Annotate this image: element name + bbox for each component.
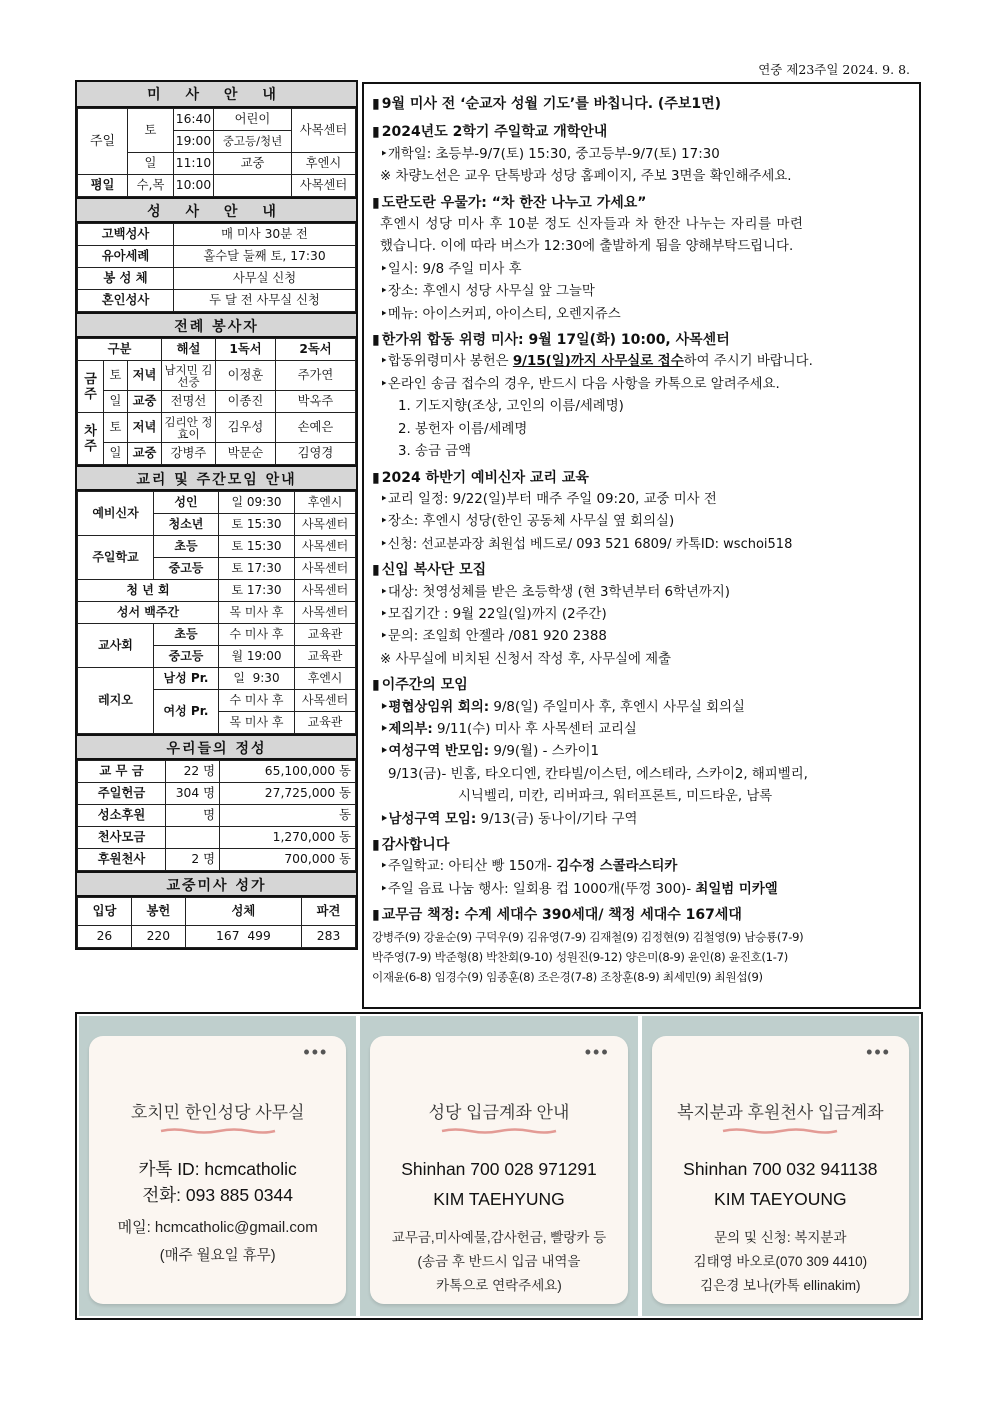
info-cards	[75, 1012, 923, 1320]
notice-line	[372, 856, 911, 878]
notice-line: ‣일시: 9/8 주일 미사 후	[380, 261, 522, 277]
notice-label: ‣여성구역 반모임:	[380, 744, 490, 760]
catechesis-when: 토 17:30	[219, 558, 295, 580]
group-bible: 성서 백주간	[78, 602, 219, 624]
catechesis-where: 교육관	[295, 646, 356, 668]
group-sunday-school: 주일학교	[78, 536, 154, 580]
welfare-card	[652, 1036, 909, 1304]
catechesis-sub: 중고등	[154, 558, 219, 580]
catechesis-where: 사목센터	[295, 558, 356, 580]
server-day: 일	[104, 391, 128, 413]
catechesis-when: 수 미사 후	[219, 624, 295, 646]
notice-text: 9/9(월) - 스카이1	[489, 744, 599, 760]
offering-count	[166, 827, 220, 849]
server-commentator: 김리안 정효이	[162, 413, 216, 443]
notice-title: ▮ 도란도란 우물가: “차 한잔 나누고 가세요”	[372, 192, 911, 214]
server-reader2: 주가연	[276, 361, 356, 391]
servers-header: 1독서	[216, 339, 276, 361]
card-line: Shinhan 700 032 941138	[683, 1159, 878, 1179]
mass-who: 교중	[214, 153, 292, 175]
catechesis-when: 목 미사 후	[219, 602, 295, 624]
mass-place: 후엔시	[292, 153, 356, 175]
attendance-value: 26	[78, 926, 132, 948]
card-line: (매주 월요일 휴무)	[159, 1248, 276, 1264]
sacrament-value: 매 미사 30분 전	[174, 224, 356, 246]
server-day: 일	[104, 443, 128, 465]
server-commentator: 남지민 김선중	[162, 361, 216, 391]
date-line: 연중 제23주일 2024. 9. 8.	[758, 62, 910, 77]
catechesis-when: 일 9:30	[219, 668, 295, 690]
more-icon: •••	[866, 1042, 891, 1062]
sacrament-value: 두 달 전 사무실 신청	[174, 290, 356, 312]
sacrament-name: 봉 성 체	[78, 268, 174, 290]
catechesis-when: 토 15:30	[219, 536, 295, 558]
servers-header: 구분	[78, 339, 162, 361]
attendance-title: 교중미사 성가	[77, 871, 356, 897]
card-panel-welfare	[642, 1016, 919, 1316]
catechesis-when: 토 17:30	[219, 580, 295, 602]
catechesis-title: 교리 및 주간모임 안내	[77, 465, 356, 491]
notice-title: ▮ 2024년도 2학기 주일학교 개학안내	[372, 121, 911, 143]
catechesis-where: 후엔시	[295, 668, 356, 690]
mass-time: 19:00	[174, 131, 214, 153]
sacrament-name: 고백성사	[78, 224, 174, 246]
offering-name: 주일헌금	[78, 783, 166, 805]
catechesis-table	[77, 491, 356, 734]
account-card	[370, 1036, 627, 1304]
card-title: 호치민 한인성당 사무실	[130, 1103, 305, 1122]
offering-amount: 65,100,000 동	[220, 761, 356, 783]
card-line: KIM TAEYOUNG	[714, 1189, 847, 1209]
card-line: 교무금,미사예물,감사헌금, 빨랑카 등	[391, 1230, 607, 1245]
group-catechumen: 예비신자	[78, 492, 154, 536]
card-line: 김은경 보나(카톡 ellinakim)	[700, 1278, 861, 1293]
card-line: (송금 후 반드시 입금 내역을	[417, 1254, 581, 1269]
notice-text: 9/11(수) 미사 후 사목센터 교리실	[432, 721, 637, 737]
offering-amount: 동	[220, 805, 356, 827]
card-panel-account	[360, 1016, 637, 1316]
offering-count: 304 명	[166, 783, 220, 805]
notice-line: ‣모집기간 : 9월 22일(일)까지 (2주간)	[380, 606, 607, 622]
notice-emph: 최일범 미카엘	[695, 881, 778, 897]
notice-line: 9/13(금)- 빈홈, 타오디엔, 칸타빌/이스턴, 에스테라, 스카이2, 해피벨리,	[388, 766, 808, 782]
notice-text: 9/13(금) 동나이/기타 구역	[476, 811, 638, 827]
notice-line: ‣문의: 조일희 안젤라 /081 920 2388	[380, 629, 607, 645]
offering-table	[77, 760, 356, 871]
notice-title: ▮ 9월 미사 전 ‘순교자 성월 기도’를 바칩니다. (주보1면)	[372, 93, 911, 115]
notice-line: ‣장소: 후엔시 성당 사무실 앞 그늘막	[380, 284, 595, 300]
notice-line: 후엔시 성당 미사 후 10분 정도 신자들과 차 한잔 나누는 자리를 마련	[380, 217, 804, 233]
catechesis-sub: 중고등	[154, 646, 219, 668]
mass-time: 11:10	[174, 153, 214, 175]
server-reader2: 박옥주	[276, 391, 356, 413]
servers-table	[77, 338, 356, 465]
attendance-value: 283	[302, 926, 356, 948]
offering-name: 후원천사	[78, 849, 166, 871]
card-line: 카톡으로 연락주세요)	[436, 1278, 562, 1293]
group-youth: 청 년 회	[78, 580, 219, 602]
catechesis-where: 후엔시	[295, 492, 356, 514]
offering-name: 천사모금	[78, 827, 166, 849]
notice-line	[372, 697, 911, 719]
offering-name: 교 무 금	[78, 761, 166, 783]
catechesis-sub: 청소년	[154, 514, 219, 536]
notice-line: ‣신청: 선교분과장 최원섭 베드로/ 093 521 6809/ 카톡ID: wschoi518	[380, 536, 793, 552]
sacrament-title: 성 사 안 내	[77, 197, 356, 223]
notice-line: ※ 사무실에 비치된 신청서 작성 후, 사무실에 제출	[380, 651, 672, 667]
offering-count: 2 명	[166, 849, 220, 871]
notice-line: ‣온라인 송금 접수의 경우, 반드시 다음 사항을 카톡으로 알려주세요.	[380, 376, 780, 392]
sacrament-table	[77, 223, 356, 312]
left-tables	[75, 80, 358, 950]
server-day: 토	[104, 413, 128, 443]
server-reader2: 손예은	[276, 413, 356, 443]
server-commentator: 전명선	[162, 391, 216, 413]
server-reader1: 이종진	[216, 391, 276, 413]
notice-line: 시닉벨리, 미칸, 리버파크, 워터프론트, 미드타운, 남록	[458, 789, 773, 805]
card-line: 문의 및 신청: 복지분과	[714, 1230, 847, 1245]
catechesis-when: 수 미사 후	[219, 690, 295, 712]
server-type: 저녁	[128, 361, 162, 391]
server-reader1: 이정훈	[216, 361, 276, 391]
catechesis-where: 사목센터	[295, 514, 356, 536]
group-teachers: 교사회	[78, 624, 154, 668]
week-next: 차주	[78, 413, 104, 465]
card-line: Shinhan 700 028 971291	[401, 1159, 597, 1179]
weekday-label: 평일	[78, 175, 128, 197]
offering-amount: 1,270,000 동	[220, 827, 356, 849]
notice-line	[372, 809, 911, 831]
notice-title: ▮ 한가위 합동 위령 미사: 9월 17일(화) 10:00, 사목센터	[372, 329, 911, 351]
catechesis-where: 사목센터	[295, 602, 356, 624]
catechesis-sub: 남성 Pr.	[154, 668, 219, 690]
card-line: 김태영 바오로(070 309 4410)	[693, 1254, 868, 1269]
mass-who	[214, 175, 292, 197]
notice-line	[372, 741, 911, 763]
mass-time: 16:40	[174, 109, 214, 131]
sacrament-value: 홀수달 둘째 토, 17:30	[174, 246, 356, 268]
server-reader1: 김우성	[216, 413, 276, 443]
notice-line	[372, 719, 911, 741]
offering-name: 성소후원	[78, 805, 166, 827]
notice-text: ‣주일 음료 나눔 행사: 일회용 컵 1000개(뚜껑 300)-	[380, 881, 696, 897]
catechesis-sub: 성인	[154, 492, 219, 514]
sacrament-name: 혼인성사	[78, 290, 174, 312]
catechesis-when: 토 15:30	[219, 514, 295, 536]
card-panel-office	[79, 1016, 356, 1316]
attendance-value: 167 499	[185, 926, 301, 948]
card-title: 복지분과 후원천사 입금계좌	[677, 1103, 884, 1122]
sacrament-name: 유아세례	[78, 246, 174, 268]
pledge-line: 이재윤(6-8) 임경수(9) 임종훈(8) 조은경(7-8) 조창훈(8-9) 최세민(9) 최원섭(9)	[372, 969, 763, 984]
server-type: 저녁	[128, 413, 162, 443]
offering-amount: 700,000 동	[220, 849, 356, 871]
attendance-header: 성체	[185, 898, 301, 926]
notice-line: 했습니다. 이에 따라 버스가 12:30에 출발하게 됨을 양해부탁드립니다.	[380, 239, 794, 255]
notice-line: 1. 기도지향(조상, 고인의 이름/세례명)	[398, 399, 624, 415]
attendance-header: 파견	[302, 898, 356, 926]
notice-label: ‣제의부:	[380, 721, 433, 737]
catechesis-where: 교육관	[295, 712, 356, 734]
catechesis-when: 목 미사 후	[219, 712, 295, 734]
servers-header: 해설	[162, 339, 216, 361]
week-this: 금주	[78, 361, 104, 413]
notice-line: ‣대상: 첫영성체를 받은 초등학생 (현 3학년부터 6학년까지)	[380, 584, 731, 600]
server-type: 교중	[128, 391, 162, 413]
catechesis-when: 월 19:00	[219, 646, 295, 668]
notice-label: ‣남성구역 모임:	[380, 811, 477, 827]
server-reader2: 김영경	[276, 443, 356, 465]
notice-text: ‣합동위령미사 봉헌은	[380, 354, 513, 370]
notice-title: ▮ 교무금 책정: 수계 세대수 390세대/ 책정 세대수 167세대	[372, 904, 911, 926]
left-column	[75, 80, 358, 950]
card-line: KIM TAEHYUNG	[433, 1189, 565, 1209]
notice-title: ▮ 감사합니다	[372, 834, 911, 856]
servers-header: 2독서	[276, 339, 356, 361]
attendance-header: 입당	[78, 898, 132, 926]
mass-place: 사목센터	[292, 109, 356, 153]
mass-title: 미 사 안 내	[77, 82, 356, 108]
notice-line: 2. 봉헌자 이름/세례명	[398, 421, 528, 437]
catechesis-sub: 초등	[154, 624, 219, 646]
offering-count: 22 명	[166, 761, 220, 783]
notice-title: ▮ 2024 하반기 예비신자 교리 교육	[372, 467, 911, 489]
catechesis-where: 사목센터	[295, 536, 356, 558]
card-line: 메일: hcmcatholic@gmail.com	[117, 1219, 318, 1236]
notice-line: ‣개학일: 초등부-9/7(토) 15:30, 중고등부-9/7(토) 17:30	[380, 146, 720, 162]
mass-table	[77, 108, 356, 197]
server-type: 교중	[128, 443, 162, 465]
server-reader1: 박문순	[216, 443, 276, 465]
catechesis-sub: 여성 Pr.	[154, 690, 219, 734]
notice-text: 하여 주시기 바랍니다.	[683, 354, 813, 370]
server-commentator: 강병주	[162, 443, 216, 465]
servers-title: 전례 봉사자	[77, 312, 356, 338]
sun-label: 일	[128, 153, 174, 175]
card-title: 성당 입금계좌 안내	[428, 1103, 570, 1122]
notice-text: ‣주일학교: 아티산 빵 150개-	[380, 859, 557, 875]
server-day: 토	[104, 361, 128, 391]
group-legio: 레지오	[78, 668, 154, 734]
notice-text: 9/8(일) 주일미사 후, 후엔시 사무실 회의실	[489, 699, 745, 715]
offering-count: 명	[166, 805, 220, 827]
more-icon: •••	[584, 1042, 610, 1062]
offering-amount: 27,725,000 동	[220, 783, 356, 805]
card-line: 전화: 093 885 0344	[142, 1185, 293, 1205]
mass-time: 10:00	[174, 175, 214, 197]
notice-label: ‣평협상임위 회의:	[380, 699, 490, 715]
offering-title: 우리들의 정성	[77, 734, 356, 760]
pledge-line: 강병주(9) 강윤순(9) 구덕우(9) 김유영(7-9) 김재철(9) 김정현(9) 김철영(9) 남승룡(7-9)	[372, 929, 804, 944]
catechesis-sub: 초등	[154, 536, 219, 558]
notice-line	[372, 879, 911, 901]
mass-place: 사목센터	[292, 175, 356, 197]
catechesis-where: 교육관	[295, 624, 356, 646]
notice-line: ※ 차량노선은 교우 단톡방과 성당 홈페이지, 주보 3면을 확인해주세요.	[380, 169, 792, 185]
pledge-line: 박주영(7-9) 박준형(8) 박찬회(9-10) 성원진(9-12) 양은미(8-9) 윤인(8) 윤진호(1-7)	[372, 949, 788, 964]
mass-who: 어린이	[214, 109, 292, 131]
notice-title: ▮ 신입 복사단 모집	[372, 559, 911, 581]
office-card	[89, 1036, 346, 1304]
attendance-table	[77, 897, 356, 948]
sat-label: 토	[128, 109, 174, 153]
weekday-days: 수,목	[128, 175, 174, 197]
notice-line: ‣장소: 후엔시 성당(한인 공동체 사무실 옆 회의실)	[380, 514, 675, 530]
notice-line: 3. 송금 금액	[398, 444, 472, 460]
mass-who: 중고등/청년	[214, 131, 292, 153]
notice-title: ▮ 이주간의 모임	[372, 674, 911, 696]
sacrament-value: 사무실 신청	[174, 268, 356, 290]
notice-line: ‣교리 일정: 9/22(일)부터 매주 주일 09:20, 교중 미사 전	[380, 491, 717, 507]
notice-emph: 김수정 스콜라스티카	[556, 859, 678, 875]
attendance-header: 봉헌	[131, 898, 185, 926]
squiggle-decoration	[440, 1127, 558, 1135]
notice-line: ‣메뉴: 아이스커피, 아이스티, 오렌지쥬스	[380, 306, 621, 322]
catechesis-where: 사목센터	[295, 580, 356, 602]
catechesis-where: 사목센터	[295, 690, 356, 712]
pledge-list	[372, 927, 911, 987]
squiggle-decoration	[721, 1127, 839, 1135]
card-line: 카톡 ID: hcmcatholic	[138, 1159, 297, 1179]
attendance-value: 220	[131, 926, 185, 948]
catechesis-when: 일 09:30	[219, 492, 295, 514]
more-icon: •••	[303, 1042, 329, 1062]
notice-emph: 9/15(일)까지 사무실로 접수	[512, 354, 684, 370]
notices-column	[362, 82, 921, 1009]
squiggle-decoration	[159, 1127, 277, 1135]
notice-line	[372, 351, 911, 373]
sunday-label: 주일	[78, 109, 128, 175]
